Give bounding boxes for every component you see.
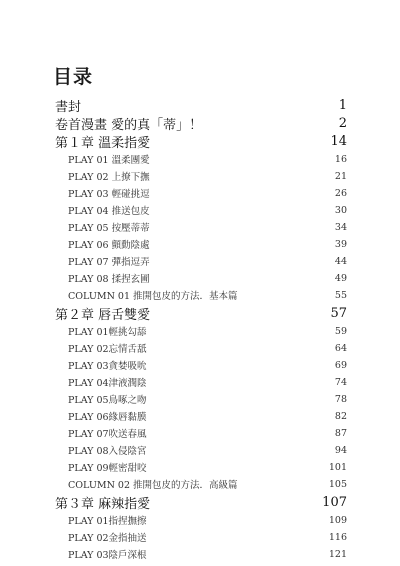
toc-entry-label: PLAY 06 顫動陰處 bbox=[68, 240, 150, 251]
toc-entry-label: 卷首漫畫 愛的真「蒂」！ bbox=[55, 117, 203, 133]
toc-entry-label: PLAY 04津液潤陰 bbox=[68, 378, 147, 389]
toc-entry-label: COLUMN 01 推開包皮的方法．基本篇 bbox=[68, 291, 238, 302]
toc-entry-page-number: 1 bbox=[338, 97, 347, 113]
toc-entry-page-number: 78 bbox=[334, 393, 347, 405]
toc-entry-page-number: 101 bbox=[328, 461, 347, 473]
toc-section-entry[interactable] bbox=[0, 339, 400, 357]
toc-entry-label: PLAY 06緣唇黏膜 bbox=[68, 412, 147, 423]
toc-entry-page-number: 105 bbox=[328, 478, 347, 490]
toc-entry-page-number: 109 bbox=[328, 514, 347, 526]
toc-chapter-entry[interactable] bbox=[0, 493, 400, 511]
toc-entry-page-number: 57 bbox=[330, 305, 347, 321]
toc-entry-label: PLAY 02 上撩下撫 bbox=[68, 172, 150, 183]
toc-section-entry[interactable] bbox=[0, 545, 400, 563]
toc-entry-label: PLAY 02忘情舌舐 bbox=[68, 344, 147, 355]
toc-entry-label: PLAY 07 彈指逗弄 bbox=[68, 257, 150, 268]
toc-entry-page-number: 116 bbox=[328, 531, 347, 543]
toc-entry-page-number: 34 bbox=[334, 221, 347, 233]
toc-section-entry[interactable] bbox=[0, 356, 400, 374]
toc-entry-label: PLAY 01指捏撫擦 bbox=[68, 516, 147, 527]
toc-section-entry[interactable] bbox=[0, 528, 400, 546]
toc-entry-label: PLAY 02金指抽送 bbox=[68, 533, 147, 544]
toc-entry-page-number: 82 bbox=[334, 410, 347, 422]
toc-entry-page-number: 94 bbox=[334, 444, 347, 456]
toc-entry-label: PLAY 01輕挑勾舔 bbox=[68, 327, 147, 338]
toc-entry-label: PLAY 03 輕碰挑逗 bbox=[68, 189, 150, 200]
toc-entry-page-number: 87 bbox=[334, 427, 347, 439]
toc-section-entry[interactable] bbox=[0, 184, 400, 202]
toc-entry-page-number: 107 bbox=[322, 494, 347, 510]
toc-entry-page-number: 44 bbox=[334, 255, 347, 267]
toc-chapter-entry[interactable] bbox=[0, 114, 400, 132]
toc-section-entry[interactable] bbox=[0, 252, 400, 270]
toc-entry-page-number: 16 bbox=[334, 153, 347, 165]
toc-section-entry[interactable] bbox=[0, 218, 400, 236]
toc-entry-page-number: 64 bbox=[334, 342, 347, 354]
toc-section-entry[interactable] bbox=[0, 286, 400, 304]
toc-section-entry[interactable] bbox=[0, 424, 400, 442]
toc-chapter-entry[interactable] bbox=[0, 304, 400, 322]
page-title: 目录 bbox=[53, 66, 94, 88]
toc-entry-label: 書封 bbox=[55, 99, 82, 115]
toc-entry-label: PLAY 08入侵陰宮 bbox=[68, 446, 147, 457]
toc-entry-page-number: 121 bbox=[328, 548, 347, 560]
toc-entry-label: 第３章 麻辣指愛 bbox=[55, 496, 151, 512]
toc-entry-label: PLAY 03陰戶深根 bbox=[68, 550, 147, 561]
toc-entry-page-number: 39 bbox=[334, 238, 347, 250]
toc-section-entry[interactable] bbox=[0, 201, 400, 219]
toc-entry-label: 第１章 溫柔指愛 bbox=[55, 135, 151, 151]
toc-entry-label: PLAY 08 揉捏玄圃 bbox=[68, 274, 150, 285]
toc-entry-page-number: 69 bbox=[334, 359, 347, 371]
toc-entry-label: COLUMN 02 推開包皮的方法．高級篇 bbox=[68, 480, 238, 491]
toc-section-entry[interactable] bbox=[0, 322, 400, 340]
toc-chapter-entry[interactable] bbox=[0, 96, 400, 114]
toc-entry-page-number: 55 bbox=[334, 289, 347, 301]
toc-entry-page-number: 74 bbox=[334, 376, 347, 388]
toc-entry-label: PLAY 07吹送春風 bbox=[68, 429, 147, 440]
toc-section-entry[interactable] bbox=[0, 390, 400, 408]
toc-entry-page-number: 26 bbox=[334, 187, 347, 199]
toc-entry-label: PLAY 05 按壓蒂蒂 bbox=[68, 223, 150, 234]
toc-entry-page-number: 49 bbox=[334, 272, 347, 284]
toc-section-entry[interactable] bbox=[0, 407, 400, 425]
toc-entry-label: 第２章 唇舌雙愛 bbox=[55, 307, 151, 323]
toc-entry-label: PLAY 05鳥啄之吻 bbox=[68, 395, 147, 406]
toc-entry-label: PLAY 09輕密甜咬 bbox=[68, 463, 147, 474]
toc-entry-page-number: 21 bbox=[334, 170, 347, 182]
toc-entry-page-number: 2 bbox=[338, 115, 347, 131]
toc-section-entry[interactable] bbox=[0, 511, 400, 529]
toc-section-entry[interactable] bbox=[0, 441, 400, 459]
toc-section-entry[interactable] bbox=[0, 269, 400, 287]
toc-section-entry[interactable] bbox=[0, 373, 400, 391]
toc-entry-label: PLAY 01 溫柔團愛 bbox=[68, 155, 150, 166]
toc-entry-label: PLAY 03貪婪吸吮 bbox=[68, 361, 147, 372]
toc-chapter-entry[interactable] bbox=[0, 132, 400, 150]
toc-entry-page-number: 30 bbox=[334, 204, 347, 216]
toc-entry-page-number: 59 bbox=[334, 325, 347, 337]
toc-section-entry[interactable] bbox=[0, 150, 400, 168]
toc-entry-page-number: 14 bbox=[330, 133, 347, 149]
toc-section-entry[interactable] bbox=[0, 458, 400, 476]
toc-section-entry[interactable] bbox=[0, 167, 400, 185]
toc-entry-label: PLAY 04 推送包皮 bbox=[68, 206, 150, 217]
toc-section-entry[interactable] bbox=[0, 475, 400, 493]
toc-section-entry[interactable] bbox=[0, 235, 400, 253]
